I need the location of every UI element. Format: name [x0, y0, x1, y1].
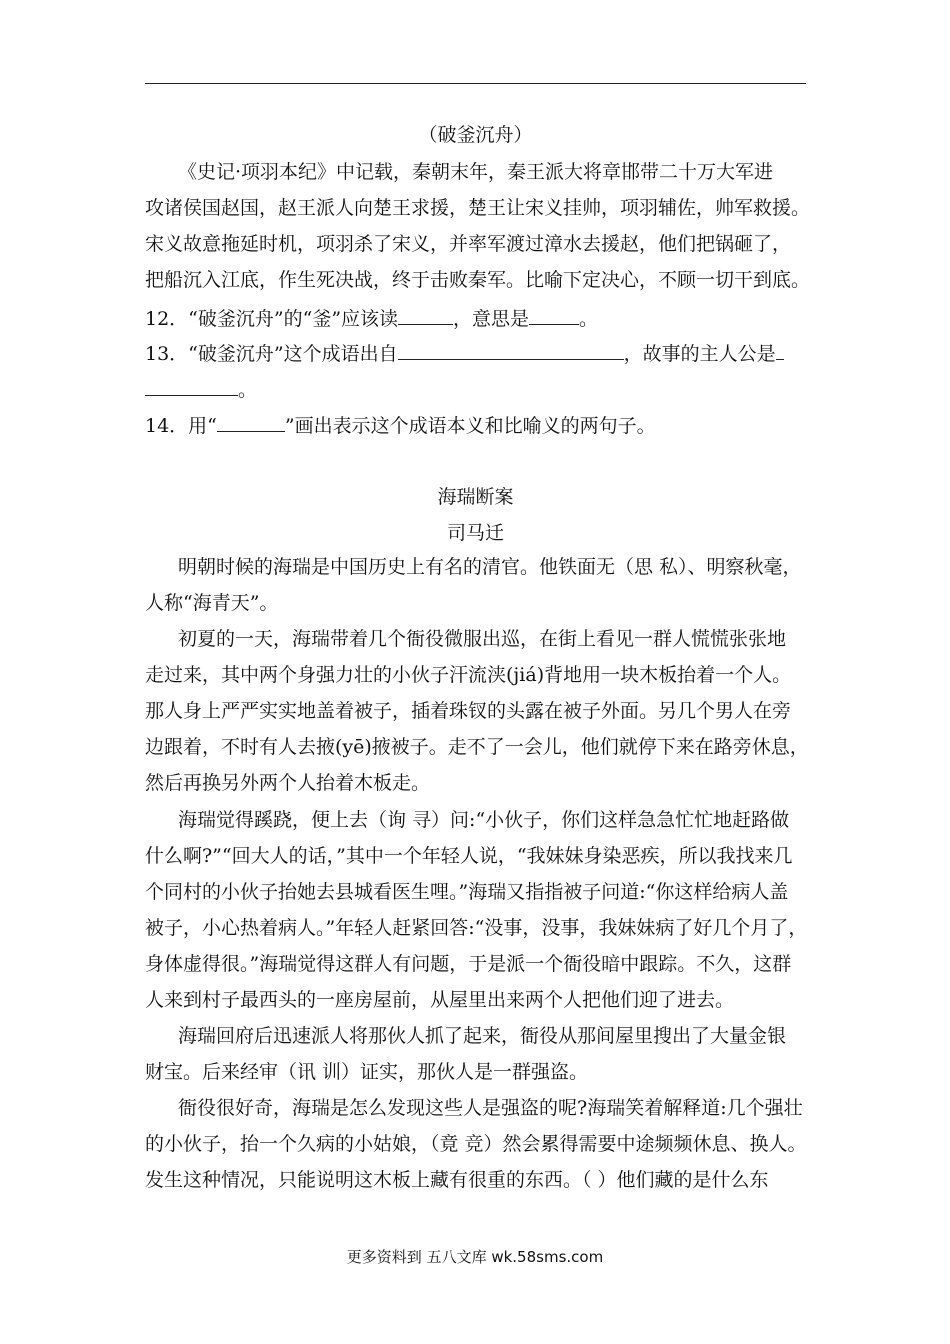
- text-line: 财宝。后来经审（讯 训）证实，那伙人是一群强盗。: [145, 1061, 589, 1083]
- question-13-continued: [145, 377, 815, 402]
- question-13: [145, 341, 815, 366]
- q12-text-a: 12．“破釜沉舟”的“釜”应该读: [145, 308, 399, 330]
- text-line: 海瑞回府后迅速派人将那伙人抓了起来，衙役从那间屋里搜出了大量金银: [178, 1025, 787, 1047]
- q13-source-blank[interactable]: [398, 341, 624, 360]
- section1-title: （破釜沉舟）: [418, 124, 533, 146]
- story-line: 把船沉入江底，作生死决战，终于击败秦军。比喻下定决心，不顾一切干到底。: [145, 269, 811, 291]
- text-line: 然后再换另外两个人抬着木板走。: [145, 772, 431, 794]
- q13-protagonist-blank[interactable]: [145, 377, 238, 396]
- text-line: 什么啊?”“回大人的话，”其中一个年轻人说，“我妹妹身染恶疾，所以我找来几: [145, 845, 793, 867]
- q12-text-b: ，意思是: [453, 308, 530, 330]
- text-line: 那人身上严严实实地盖着被子，插着珠钗的头露在被子外面。另几个男人在旁: [145, 700, 792, 722]
- q13-text-c: 。: [238, 379, 258, 401]
- q13-protagonist-blank-start[interactable]: [776, 341, 784, 360]
- header-rule: [145, 83, 806, 84]
- section2-author: 司马迁: [446, 522, 504, 544]
- question-14: [145, 413, 815, 438]
- story-line: 攻诸侯国赵国，赵王派人向楚王求援，楚王让宋义挂帅，项羽辅佐，帅军救援。: [145, 197, 811, 219]
- story-line: 《史记·项羽本纪》中记载，秦朝末年，秦王派大将章邯带二十万大军进: [178, 161, 774, 183]
- q13-text-b: ，故事的主人公是: [623, 343, 776, 365]
- text-line: 人来到村子最西头的一座房屋前，从屋里出来两个人把他们迎了进去。: [145, 989, 735, 1011]
- section2-title: 海瑞断案: [437, 486, 514, 508]
- text-line: 初夏的一天，海瑞带着几个衙役微服出巡，在街上看见一群人慌慌张张地: [178, 628, 787, 650]
- text-line: 被子，小心热着病人。”年轻人赶紧回答:“没事，没事，我妹妹病了好几个月了，: [145, 917, 808, 939]
- text-line: 海瑞觉得蹊跷，便上去（询 寻）问:“小伙子，你们这样急急忙忙地赶路做: [178, 809, 790, 831]
- text-line: 发生这种情况，只能说明这木板上藏有很重的东西。（ ）他们藏的是什么东: [145, 1169, 769, 1191]
- q14-text-b: ”画出表示这个成语本义和比喻义的两句子。: [284, 415, 656, 437]
- q12-pronunciation-blank[interactable]: [398, 306, 453, 325]
- text-line: 的小伙子，抬一个久病的小姑娘，（竟 竞）然会累得需要中途频频休息、换人。: [145, 1133, 807, 1155]
- text-line: 走过来，其中两个身强力壮的小伙子汗流浃(jiá)背地用一块木板抬着一个人。: [145, 664, 792, 686]
- text-line: 身体虚得很。”海瑞觉得这群人有问题，于是派一个衙役暗中跟踪。不久，这群: [145, 953, 792, 975]
- q12-meaning-blank[interactable]: [529, 306, 579, 325]
- text-line: 边跟着，不时有人去掖(yē)掖被子。走不了一会儿，他们就停下来在路旁休息，: [145, 736, 809, 758]
- text-line: 人称“海青天”。: [145, 592, 279, 614]
- question-12: [145, 306, 815, 331]
- story-line: 宋义故意拖延时机，项羽杀了宋义，并率军渡过漳水去援赵，他们把锅砸了，: [145, 233, 792, 255]
- text-line: 明朝时候的海瑞是中国历史上有名的清官。他铁面无（思 私）、明察秋毫，: [178, 556, 802, 578]
- q13-text-a: 13．“破釜沉舟”这个成语出自: [145, 343, 398, 365]
- q12-text-c: 。: [579, 308, 599, 330]
- page-footer: 更多资料到 五八文库 wk.58sms.com: [346, 1248, 604, 1266]
- text-line: 个同村的小伙子抬她去县城看医生哩。”海瑞又指指被子问道:“你这样给病人盖: [145, 881, 789, 903]
- text-line: 衙役很好奇，海瑞是怎么发现这些人是强盗的呢?海瑞笑着解释道:几个强壮: [178, 1097, 803, 1119]
- q14-text-a: 14．用“: [145, 415, 217, 437]
- q14-line-sample: [217, 413, 285, 432]
